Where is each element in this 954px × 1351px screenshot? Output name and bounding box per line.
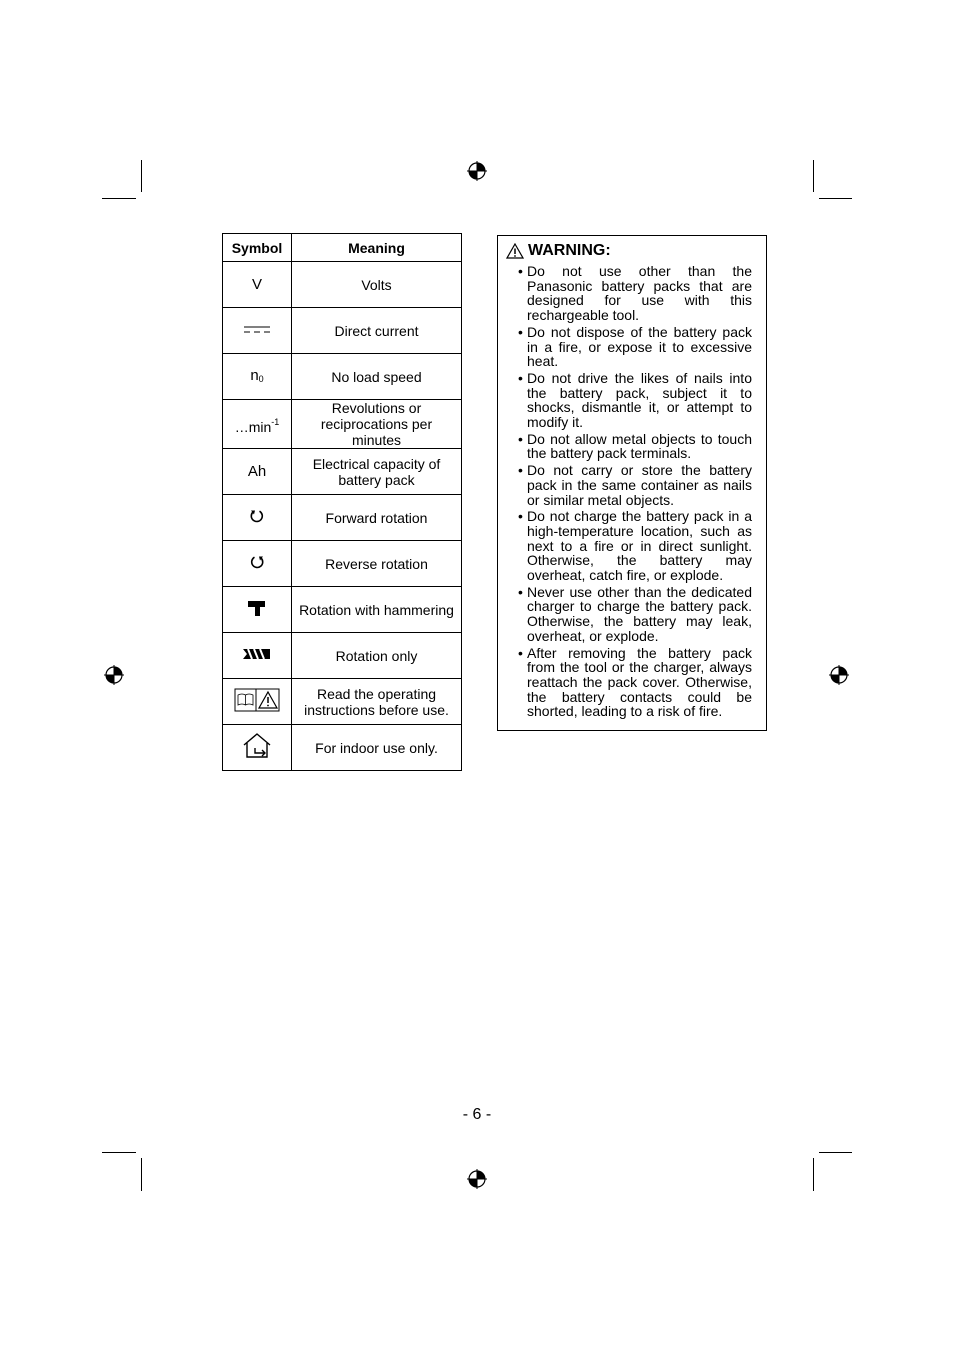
meaning-text: Reverse rotation bbox=[325, 555, 428, 572]
meaning-cell bbox=[292, 541, 462, 587]
symbol-cell bbox=[223, 354, 292, 400]
symbol-cell bbox=[223, 308, 292, 354]
symbol-column-header: Symbol bbox=[223, 234, 292, 262]
direct-current-icon bbox=[242, 324, 272, 336]
meaning-cell bbox=[292, 262, 462, 308]
meaning-text: Read the operating bbox=[316, 685, 437, 702]
meaning-cell bbox=[292, 587, 462, 633]
warning-title: WARNING: bbox=[528, 242, 611, 259]
meaning-cell bbox=[292, 354, 462, 400]
crop-mark bbox=[819, 198, 852, 199]
registration-mark-icon bbox=[467, 1169, 487, 1189]
list-item: • Do not drive the likes of nails into the battery pack, subject it to shocks, dismantle it, or attempt to modify it. bbox=[518, 371, 752, 430]
registration-mark-icon bbox=[104, 665, 124, 685]
list-item: • After removing the battery pack from the tool or the charger, always reattach the pack cover. Otherwise, the battery contacts could be shorted, leading to a risk of fire. bbox=[518, 646, 752, 720]
meaning-text: reciprocations per minutes bbox=[320, 416, 433, 448]
list-item: • Do not carry or store the battery pack in the same container as nails or similar metal objects. bbox=[518, 463, 752, 507]
symbol-unit: …min bbox=[234, 418, 272, 435]
meaning-column-header: Meaning bbox=[292, 234, 462, 262]
table-row bbox=[223, 400, 462, 449]
meaning-text: Revolutions or bbox=[331, 400, 422, 416]
meaning-text: Volts bbox=[361, 276, 392, 293]
meaning-cell bbox=[292, 725, 462, 771]
table-row bbox=[223, 587, 462, 633]
table-row bbox=[223, 725, 462, 771]
symbol-table bbox=[222, 233, 462, 771]
crop-mark bbox=[141, 160, 142, 192]
meaning-cell bbox=[292, 400, 462, 449]
crop-mark bbox=[141, 1158, 142, 1191]
symbol-cell bbox=[223, 725, 292, 771]
warning-list bbox=[518, 264, 752, 721]
symbol-superscript: -1 bbox=[271, 416, 280, 427]
crop-mark bbox=[102, 198, 136, 199]
no-load-speed-symbol bbox=[250, 367, 263, 384]
warning-triangle-icon bbox=[506, 243, 524, 259]
meaning-text: Rotation only bbox=[335, 647, 418, 664]
warning-box bbox=[497, 235, 767, 731]
meaning-text: Forward rotation bbox=[325, 509, 428, 526]
forward-rotation-icon bbox=[249, 508, 265, 524]
table-header-row bbox=[223, 234, 462, 262]
rpm-symbol bbox=[234, 416, 280, 435]
meaning-text: Rotation with hammering bbox=[299, 601, 454, 618]
warning-heading bbox=[506, 242, 611, 260]
list-item: • Do not dispose of the battery pack in a fire, or expose it to excessive heat. bbox=[518, 325, 752, 369]
symbol-cell bbox=[223, 587, 292, 633]
symbol-cell bbox=[223, 400, 292, 449]
meaning-text: instructions before use. bbox=[304, 701, 449, 718]
meaning-cell bbox=[292, 308, 462, 354]
reverse-rotation-icon bbox=[249, 554, 265, 570]
symbol-cell bbox=[223, 541, 292, 587]
symbol-letter: n bbox=[250, 366, 259, 384]
table-row bbox=[223, 495, 462, 541]
table-row bbox=[223, 679, 462, 725]
meaning-text: Electrical capacity of bbox=[312, 455, 441, 472]
symbol-cell bbox=[223, 262, 292, 308]
symbol-cell bbox=[223, 633, 292, 679]
table-row bbox=[223, 308, 462, 354]
meaning-text: battery pack bbox=[338, 471, 415, 488]
meaning-text: No load speed bbox=[331, 368, 422, 385]
list-item: • Do not allow metal objects to touch the battery pack terminals. bbox=[518, 432, 752, 461]
page-number: - 6 - bbox=[462, 1106, 492, 1123]
crop-mark bbox=[102, 1152, 136, 1153]
table-row bbox=[223, 262, 462, 308]
table-row bbox=[223, 541, 462, 587]
list-item: • Do not use other than the Panasonic battery packs that are designed for use with this rechargeable tool. bbox=[518, 264, 752, 323]
table-row bbox=[223, 449, 462, 495]
drill-bit-icon bbox=[242, 646, 272, 662]
symbol-cell bbox=[223, 679, 292, 725]
meaning-cell bbox=[292, 633, 462, 679]
symbol-cell bbox=[223, 495, 292, 541]
table-row bbox=[223, 354, 462, 400]
meaning-cell bbox=[292, 449, 462, 495]
symbol-cell bbox=[223, 449, 292, 495]
list-item: • Do not charge the battery pack in a high-temperature location, such as next to a fire or in direct sunlight. Otherwise, the battery may overheat, catch fire, or explode. bbox=[518, 509, 752, 583]
crop-mark bbox=[813, 1158, 814, 1191]
indoor-use-icon bbox=[242, 732, 272, 760]
hammer-icon bbox=[246, 597, 268, 619]
crop-mark bbox=[813, 160, 814, 192]
crop-mark bbox=[819, 1152, 852, 1153]
registration-mark-icon bbox=[467, 161, 487, 181]
meaning-text: Direct current bbox=[334, 322, 419, 339]
meaning-cell bbox=[292, 495, 462, 541]
read-manual-icon bbox=[234, 688, 280, 712]
meaning-text: For indoor use only. bbox=[315, 739, 438, 756]
registration-mark-icon bbox=[829, 665, 849, 685]
symbol-subscript: 0 bbox=[258, 373, 264, 384]
ampere-hour-symbol: Ah bbox=[247, 463, 267, 480]
meaning-cell bbox=[292, 679, 462, 725]
list-item: • Never use other than the dedicated charger to charge the battery pack. Otherwise, the battery may leak, overheat, or explode. bbox=[518, 585, 752, 644]
volts-symbol: V bbox=[251, 276, 262, 293]
table-row bbox=[223, 633, 462, 679]
